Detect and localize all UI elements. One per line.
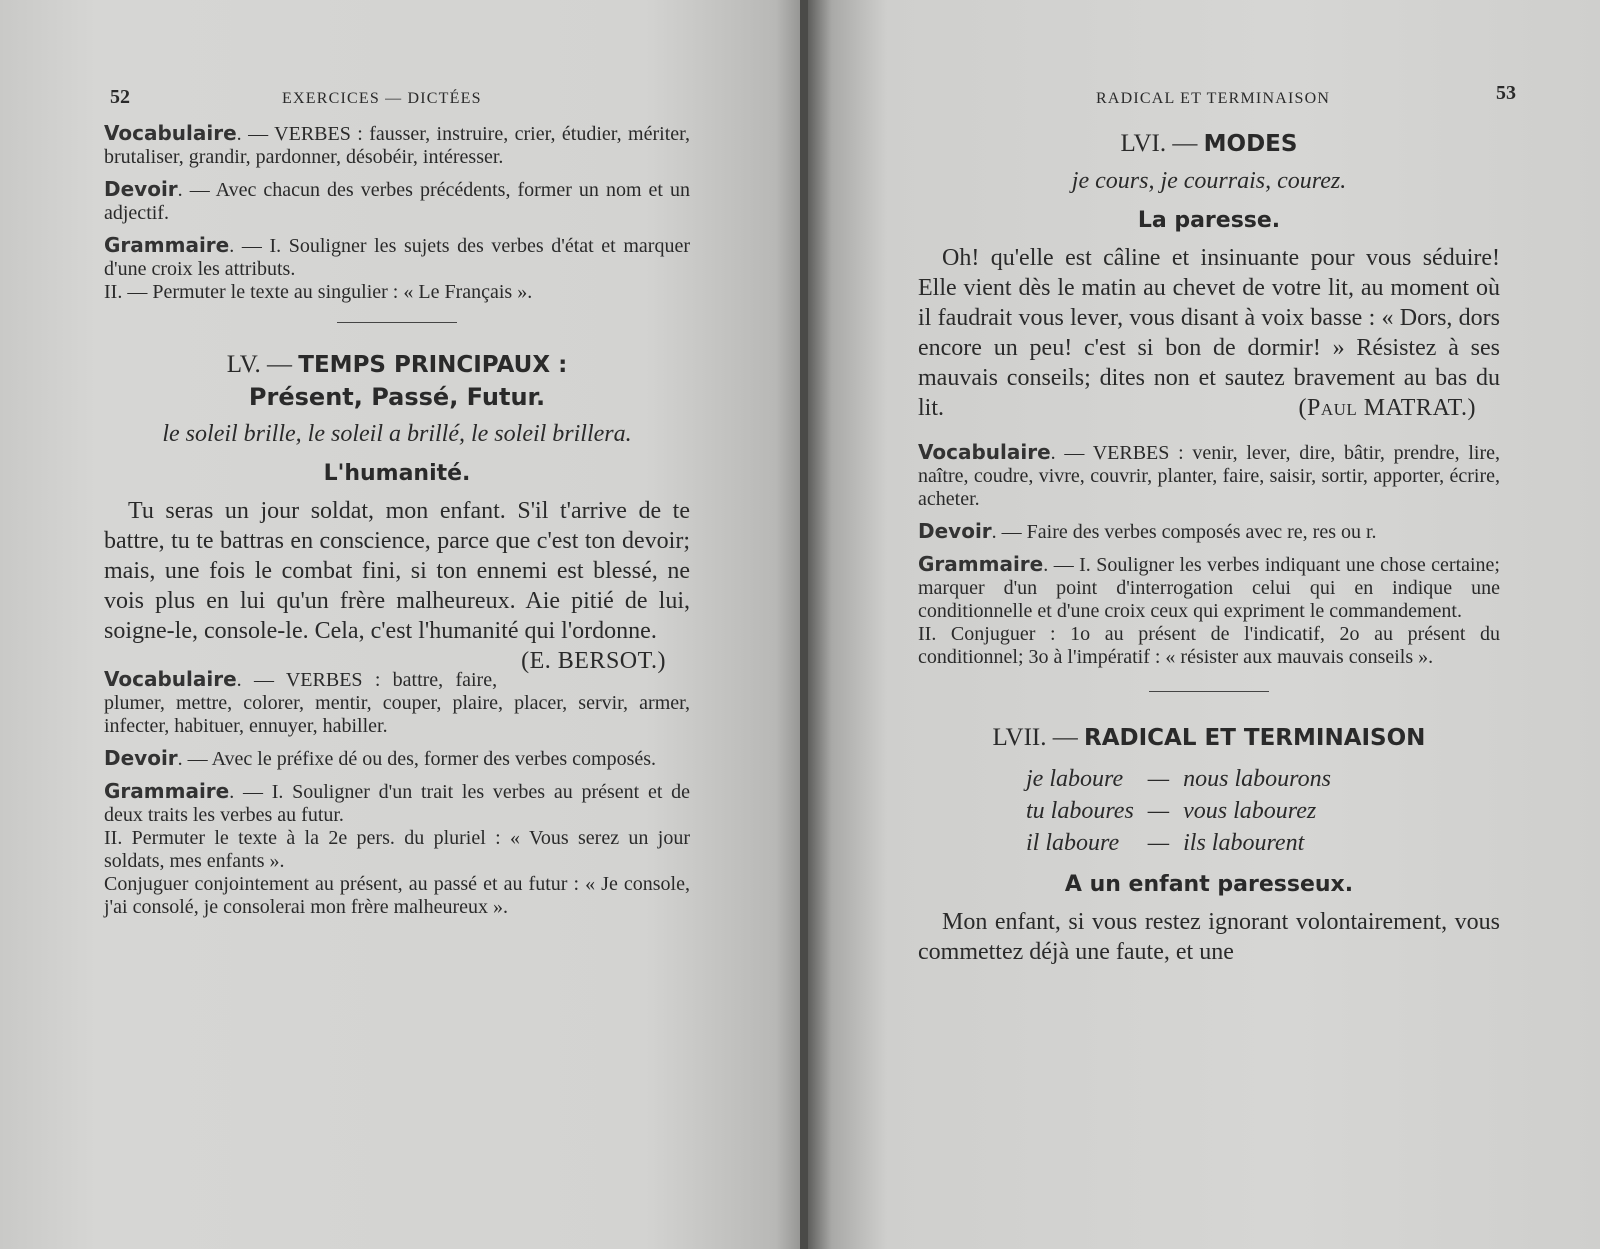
dictation-body: Tu seras un jour soldat, mon enfant. S'il t'arrive de te battre, tu te battras en conscience, parce que c'est ton devoir; mais, une fois le combat fini, si ton ennemi est blessé, ne vois plus en lui qu'un frère malheureux. Aie pitié de lui, soigne-le, console-le. Cela, c'est l'humanité qui l'ordonne. bbox=[104, 498, 690, 644]
devoir-label-2: Devoir bbox=[104, 746, 178, 770]
conj-plural: vous labourez bbox=[1183, 798, 1317, 824]
grammaire-text-right: . — I. Souligner les verbes indiquant une chose certaine; marquer d'un point d'interrogation celui qui en indique une conditionnelle et d'une croix ceux qui expriment le commandement. bbox=[918, 554, 1500, 622]
conj-dash: — bbox=[1147, 830, 1170, 856]
section-title-right: La paresse. bbox=[1137, 208, 1281, 233]
lesson-subtitle: Présent, Passé, Futur. bbox=[248, 383, 546, 411]
right-column bbox=[918, 128, 1500, 981]
lesson-title: TEMPS PRINCIPAUX : bbox=[298, 352, 568, 378]
conj-dash: — bbox=[1147, 766, 1170, 792]
devoir-text-2: . — Avec le préfixe dé ou des, former des verbes composés. bbox=[177, 748, 657, 770]
vocabulary-paragraph-2 bbox=[104, 668, 690, 738]
page-number-right: 53 bbox=[1496, 82, 1516, 104]
grammaire-paragraph-right bbox=[918, 553, 1500, 623]
author: (E. BERSOT.) bbox=[521, 648, 666, 674]
grammaire-label-right: Grammaire bbox=[918, 552, 1044, 576]
grammaire-text: . — I. Souligner les sujets des verbes d'état et marquer d'une croix les attributs. bbox=[104, 235, 690, 280]
conj-singular: je laboure bbox=[1026, 766, 1124, 792]
devoir-text: . — Avec chacun des verbes précédents, former un nom et un adjectif. bbox=[104, 179, 690, 224]
devoir-text-right: . — Faire des verbes composés avec re, res ou r. bbox=[991, 521, 1377, 543]
vocabulary-label-right: Vocabulaire bbox=[918, 440, 1051, 464]
vocabulary-text: . — VERBES : fausser, instruire, crier, étudier, mériter, brutaliser, grandir, pardonner, désobéir, intéresser. bbox=[104, 123, 690, 168]
grammaire-part2-2: II. Permuter le texte à la 2e pers. du pluriel : « Vous serez un jour soldats, mes enfants ». bbox=[104, 827, 690, 872]
lesson-heading bbox=[104, 349, 690, 381]
lesson-title-right: MODES bbox=[1203, 131, 1298, 157]
grammaire-part3-2: Conjuguer conjointement au présent, au passé et au futur : « Je console, j'ai consolé, je consolerai mon frère malheureux ». bbox=[104, 873, 690, 918]
lesson2-heading bbox=[918, 722, 1500, 754]
grammaire-part2-right: II. Conjuguer : 1o au présent de l'indicatif, 2o au présent du conditionnel; 3o à l'impératif : « résister aux mauvais conseils ». bbox=[918, 623, 1500, 668]
conj-plural: ils labourent bbox=[1183, 830, 1305, 856]
conjugation-row bbox=[1020, 764, 1337, 794]
section-divider bbox=[337, 322, 457, 323]
conj-singular: il laboure bbox=[1026, 830, 1120, 856]
left-column bbox=[104, 122, 690, 928]
conjugation-table bbox=[1018, 762, 1339, 860]
dictation-text-2-right: Mon enfant, si vous restez ignorant volontairement, vous commettez déjà une faute, et une bbox=[918, 909, 1500, 965]
section-divider-right bbox=[1149, 691, 1269, 692]
lesson-number-right: LVI. — bbox=[1120, 130, 1198, 157]
grammaire-part2: II. — Permuter le texte au singulier : « Le Français ». bbox=[104, 281, 533, 303]
dictation-text bbox=[104, 496, 690, 674]
lesson2-title: RADICAL ET TERMINAISON bbox=[1083, 725, 1426, 751]
running-head-right: RADICAL ET TERMINAISON bbox=[1096, 90, 1331, 107]
lesson-heading-right bbox=[918, 128, 1500, 160]
devoir-label: Devoir bbox=[104, 177, 178, 201]
vocabulary-label-2: Vocabulaire bbox=[104, 667, 237, 691]
grammaire-paragraph-2 bbox=[104, 780, 690, 827]
section-title-2-right: A un enfant paresseux. bbox=[1064, 872, 1354, 897]
dictation-text-right bbox=[918, 243, 1500, 423]
vocabulary-text-2: . — VERBES : battre, faire, plumer, mettre, colorer, mentir, couper, plaire, placer, servir, armer, infecter, habituer, ennuyer, habiller. bbox=[104, 669, 690, 737]
section-title: L'humanité. bbox=[323, 461, 471, 486]
lesson-number: LV. — bbox=[226, 351, 293, 378]
vocabulary-paragraph-right bbox=[918, 441, 1500, 511]
devoir-label-right: Devoir bbox=[918, 519, 992, 543]
dictation-body-right: Oh! qu'elle est câline et insinuante pour vous séduire! Elle vient dès le matin au chevet de votre lit, au moment où il faudrait vous lever, vous disant à voix basse : « Dors, dors encore un peu! c'est si bon de dormir! » Résistez à ses mauvais conseils; dites non et sautez bravement au bas du lit. bbox=[918, 245, 1500, 421]
author-right: (Paul MATRAT.) bbox=[1298, 395, 1476, 421]
lesson2-number: LVII. — bbox=[992, 724, 1078, 751]
page-number: 52 bbox=[110, 86, 130, 108]
grammaire-paragraph bbox=[104, 234, 690, 281]
conjugation-row bbox=[1020, 796, 1337, 826]
vocabulary-text-right: . — VERBES : venir, lever, dire, bâtir, prendre, lire, naître, coudre, vivre, couvrir, planter, faire, saisir, sortir, apporter, écrire, acheter. bbox=[918, 442, 1500, 510]
right-page bbox=[808, 0, 1600, 1249]
vocabulary-paragraph bbox=[104, 122, 690, 169]
grammaire-label-2: Grammaire bbox=[104, 779, 230, 803]
devoir-paragraph-right bbox=[918, 520, 1500, 544]
conjugation-row bbox=[1020, 828, 1337, 858]
running-head: EXERCICES — DICTÉES bbox=[282, 90, 482, 107]
lesson-example-right: je cours, je courrais, courez. bbox=[1071, 168, 1347, 194]
grammaire-text-2: . — I. Souligner d'un trait les verbes au présent et de deux traits les verbes au futur. bbox=[104, 781, 690, 826]
conj-dash: — bbox=[1147, 798, 1170, 824]
conj-plural: nous labourons bbox=[1183, 766, 1331, 792]
devoir-paragraph bbox=[104, 178, 690, 225]
vocabulary-label: Vocabulaire bbox=[104, 121, 237, 145]
grammaire-label: Grammaire bbox=[104, 233, 230, 257]
lesson-example: le soleil brille, le soleil a brillé, le soleil brillera. bbox=[162, 421, 632, 447]
conj-singular: tu laboures bbox=[1026, 798, 1134, 824]
devoir-paragraph-2 bbox=[104, 747, 690, 771]
